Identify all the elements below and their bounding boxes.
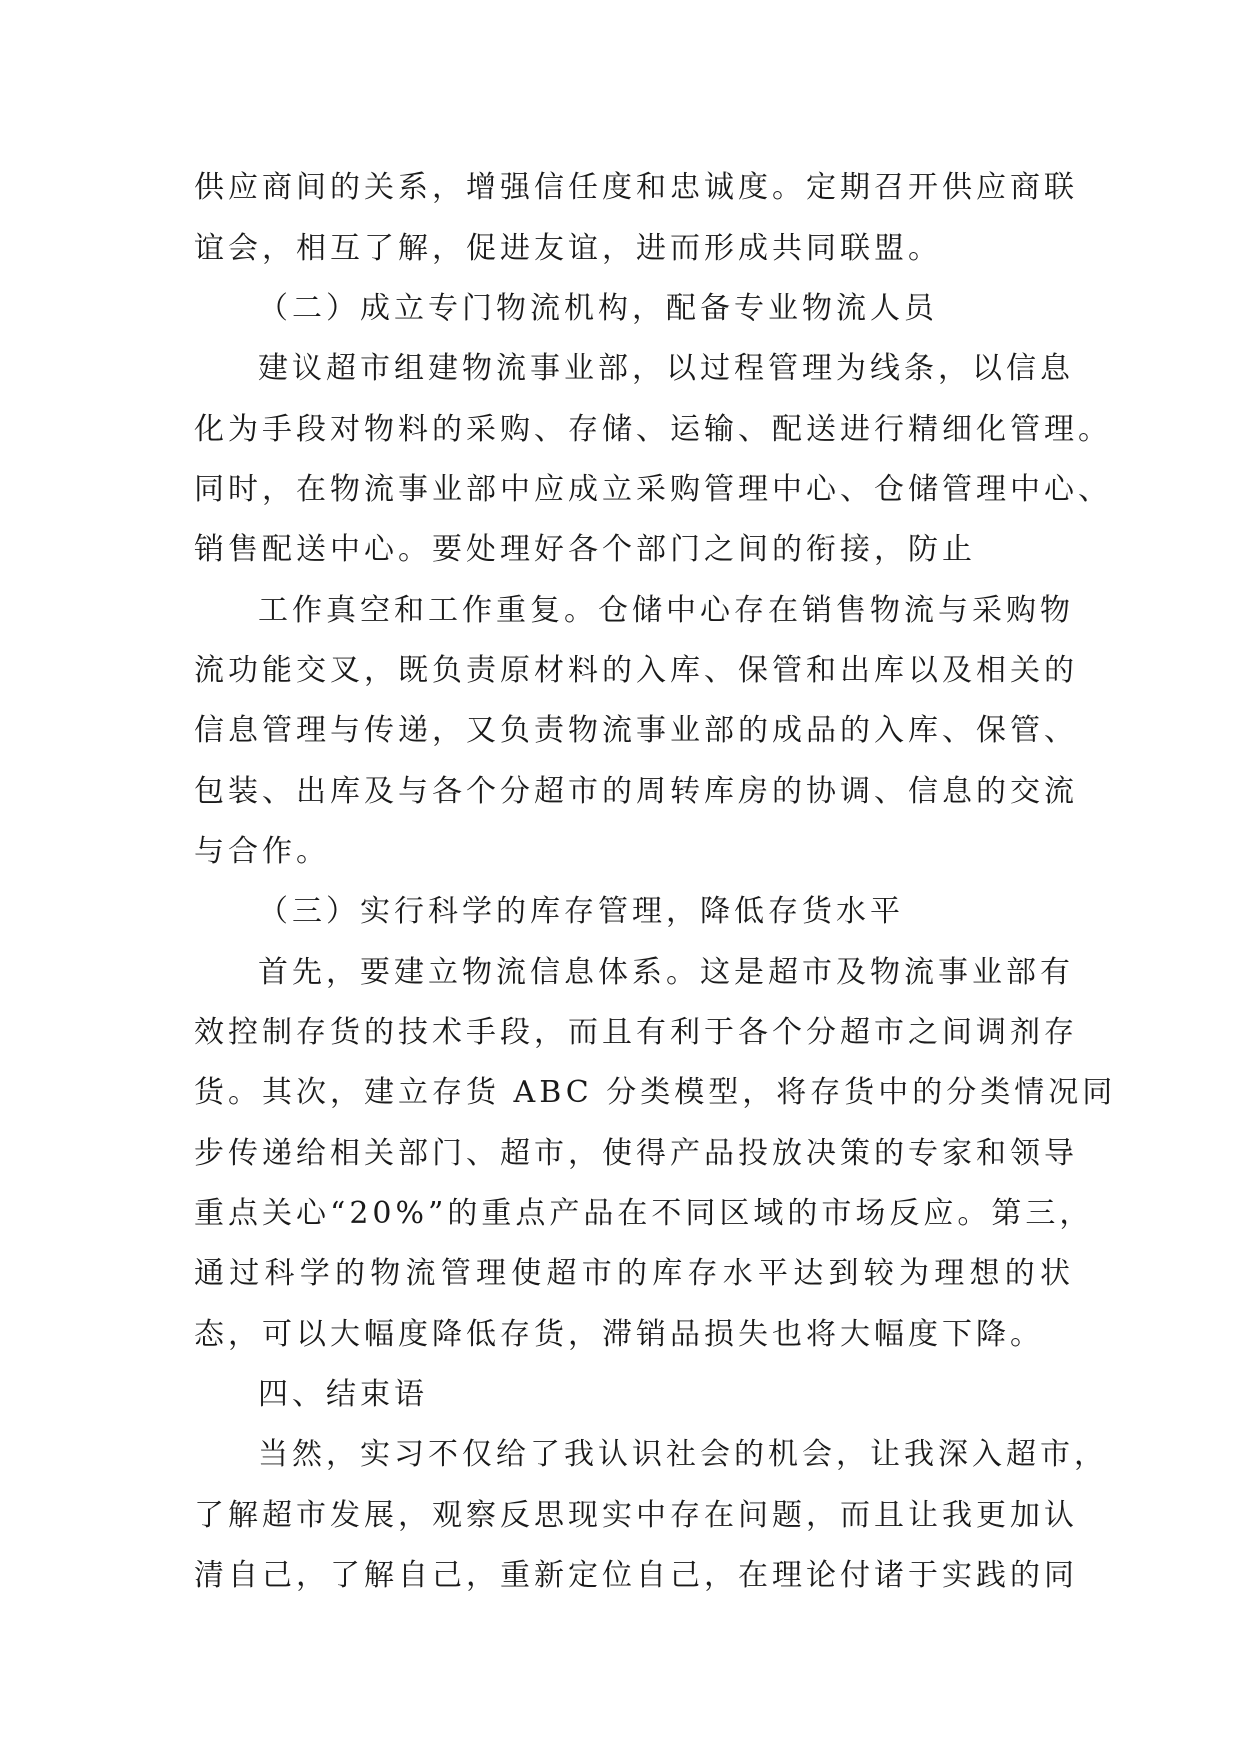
- text-line: 供应商间的关系，增强信任度和忠诚度。定期召开供应商联: [194, 170, 1078, 205]
- section-heading: （二）成立专门物流机构，配备专业物流人员: [258, 291, 938, 326]
- text-line: 包装、出库及与各个分超市的周转库房的协调、信息的交流: [194, 774, 1078, 809]
- text-line: 当然，实习不仅给了我认识社会的机会，让我深入超市，: [258, 1437, 1108, 1472]
- text-line: 工作真空和工作重复。仓储中心存在销售物流与采购物: [258, 593, 1074, 628]
- text-line: 与合作。: [194, 834, 330, 869]
- text-line: 信息管理与传递，又负责物流事业部的成品的入库、保管、: [194, 713, 1078, 748]
- text-line: 清自己，了解自己，重新定位自己，在理论付诸于实践的同: [194, 1558, 1078, 1593]
- section-heading: （三）实行科学的库存管理，降低存货水平: [258, 894, 904, 929]
- text-line: 同时，在物流事业部中应成立采购管理中心、仓储管理中心、: [194, 472, 1112, 507]
- text-line: 首先，要建立物流信息体系。这是超市及物流事业部有: [258, 955, 1074, 990]
- text-line: 态，可以大幅度降低存货，滞销品损失也将大幅度下降。: [194, 1317, 1044, 1352]
- text-line: 建议超市组建物流事业部，以过程管理为线条，以信息: [258, 351, 1074, 386]
- text-line: 通过科学的物流管理使超市的库存水平达到较为理想的状: [194, 1256, 1074, 1291]
- text-line: 流功能交叉，既负责原材料的入库、保管和出库以及相关的: [194, 653, 1078, 688]
- text-line: 效控制存货的技术手段，而且有利于各个分超市之间调剂存: [194, 1015, 1078, 1050]
- text-line: 步传递给相关部门、超市，使得产品投放决策的专家和领导: [194, 1136, 1078, 1171]
- text-line: 销售配送中心。要处理好各个部门之间的衔接，防止: [194, 532, 976, 567]
- text-line: 化为手段对物料的采购、存储、运输、配送进行精细化管理。: [194, 412, 1112, 447]
- text-line: 货。其次，建立存货 ABC 分类模型，将存货中的分类情况同: [194, 1075, 1117, 1110]
- text-line: 了解超市发展，观察反思现实中存在问题，而且让我更加认: [194, 1498, 1078, 1533]
- section-heading: 四、结束语: [258, 1377, 428, 1412]
- text-line: 重点关心“20%”的重点产品在不同区域的市场反应。第三，: [194, 1196, 1094, 1231]
- text-line: 谊会，相互了解，促进友谊，进而形成共同联盟。: [194, 231, 942, 266]
